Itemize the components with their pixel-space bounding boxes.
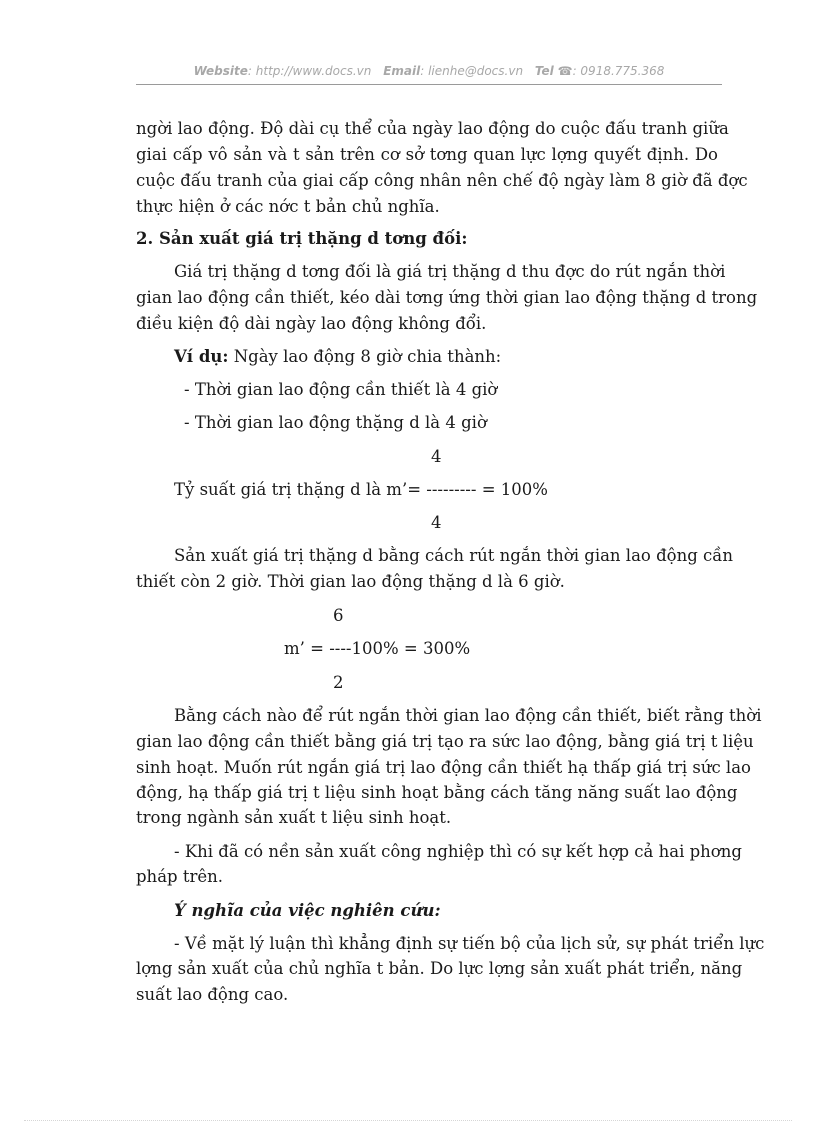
page-header bbox=[136, 64, 722, 85]
p2-line-3: điều kiện độ dài ngày lao động không đổi. bbox=[136, 314, 487, 333]
p3-line-1: Sản xuất giá trị thặng d bằng cách rút ngắn thời gian lao động cần bbox=[174, 546, 734, 565]
p4-line-4: động, hạ thấp giá trị t liệu sinh hoạt bằng cách tăng năng suất lao động bbox=[136, 783, 738, 802]
p4-line-2: gian lao động cần thiết bằng giá trị tạo ra sức lao động, bằng giá trị t liệu bbox=[136, 732, 754, 751]
formula2-denominator: 2 bbox=[333, 673, 344, 692]
section-heading-2: 2. Sản xuất giá trị thặng d tơng đối: bbox=[136, 229, 468, 248]
p5-line-1: - Khi đã có nền sản xuất công nghiệp thì có sự kết hợp cả hai phơng bbox=[174, 842, 742, 861]
p6-line-3: suất lao động cao. bbox=[136, 985, 289, 1004]
example-text: Ngày lao động 8 giờ chia thành: bbox=[228, 347, 502, 366]
p2-line-1: Giá trị thặng d tơng đối là giá trị thặng d thu đợc do rút ngắn thời bbox=[174, 262, 726, 281]
telephone-icon: ☎ bbox=[557, 64, 573, 78]
email-value: : lienhe@docs.vn bbox=[420, 64, 524, 78]
p3-line-2: thiết còn 2 giờ. Thời gian lao động thặng d là 6 giờ. bbox=[136, 572, 565, 591]
p1-line-1: ngời lao động. Độ dài cụ thể của ngày lao động do cuộc đấu tranh giữa bbox=[136, 119, 729, 138]
bullet-1: - Thời gian lao động cần thiết là 4 giờ bbox=[184, 380, 498, 399]
p4-line-1: Bằng cách nào để rút ngắn thời gian lao động cần thiết, biết rằng thời bbox=[174, 706, 762, 725]
example-line bbox=[174, 349, 501, 366]
email-label: Email bbox=[383, 64, 421, 78]
website-value: : http://www.docs.vn bbox=[247, 64, 372, 78]
formula2-numerator: 6 bbox=[333, 606, 344, 625]
p4-line-3: sinh hoạt. Muốn rút ngắn giá trị lao động cần thiết hạ thấp giá trị sức lao bbox=[136, 758, 751, 777]
bullet-2: - Thời gian lao động thặng d là 4 giờ bbox=[184, 413, 487, 432]
formula1: Tỷ suất giá trị thặng d là m’= --------- = 100% bbox=[174, 480, 548, 499]
p6-line-2: lợng sản xuất của chủ nghĩa t bản. Do lực lợng sản xuất phát triển, năng bbox=[136, 959, 743, 978]
p1-line-4: thực hiện ở các nớc t bản chủ nghĩa. bbox=[136, 197, 440, 216]
formula2: m’ = ----100% = 300% bbox=[284, 639, 471, 658]
footer-divider bbox=[24, 1120, 792, 1121]
tel-label: Tel bbox=[534, 64, 554, 78]
p6-line-1: - Về mặt lý luận thì khẳng định sự tiến bộ của lịch sử, sự phát triển lực bbox=[174, 934, 765, 953]
section-heading-3: Ý nghĩa của việc nghiên cứu: bbox=[174, 901, 441, 920]
website-label: Website bbox=[193, 64, 248, 78]
example-label: Ví dụ: bbox=[174, 347, 229, 366]
p4-line-5: trong ngành sản xuất t liệu sinh hoạt. bbox=[136, 808, 452, 827]
formula1-numerator: 4 bbox=[431, 447, 442, 466]
p1-line-3: cuộc đấu tranh của giai cấp công nhân nên chế độ ngày làm 8 giờ đã đợc bbox=[136, 171, 748, 190]
tel-value: : 0918.775.368 bbox=[572, 64, 665, 78]
p2-line-2: gian lao động cần thiết, kéo dài tơng ứng thời gian lao động thặng d trong bbox=[136, 288, 758, 307]
p5-line-2: pháp trên. bbox=[136, 867, 223, 886]
formula1-denominator: 4 bbox=[431, 513, 442, 532]
p1-line-2: giai cấp vô sản và t sản trên cơ sở tơng quan lực lợng quyết định. Do bbox=[136, 145, 718, 164]
